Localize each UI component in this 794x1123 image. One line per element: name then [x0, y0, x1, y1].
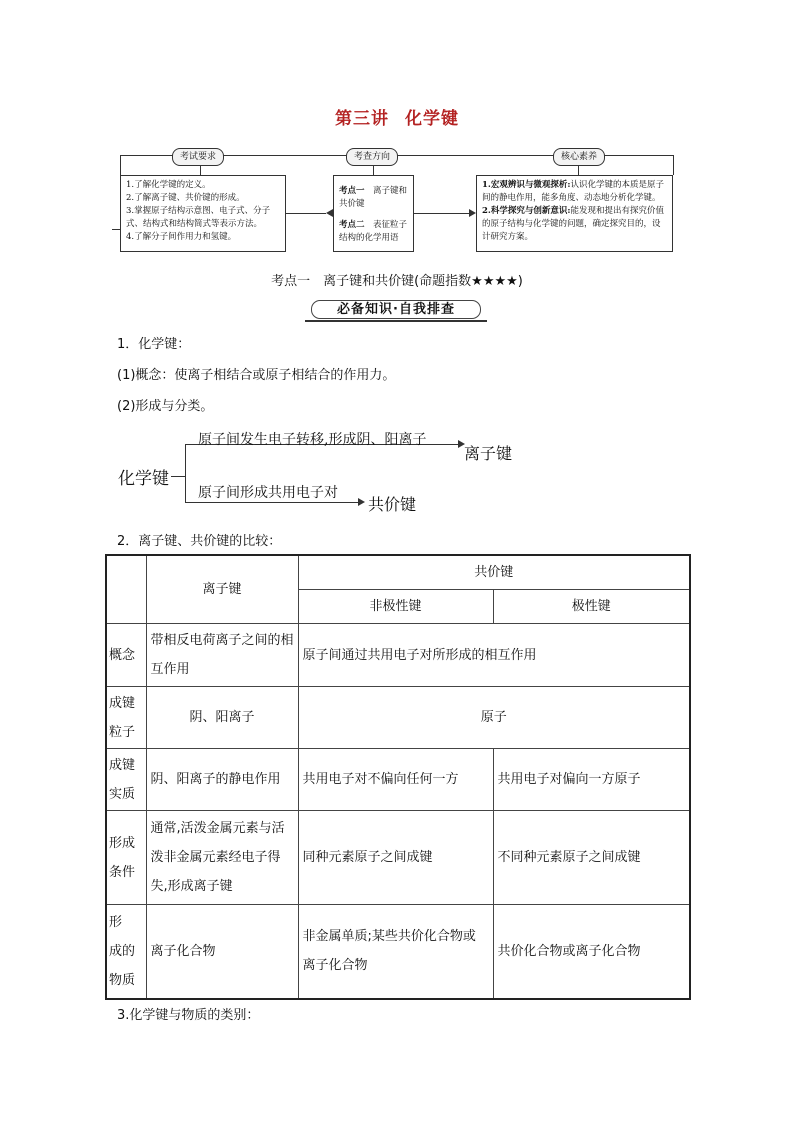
row-label: 概念 — [106, 624, 146, 687]
direction-item1-label: 考点一 — [339, 186, 365, 196]
heading-chemical-bond: 1．化学键： — [117, 337, 191, 352]
literacy-item2-text: 能发现和提出有探究价值的原子结构与化学键的问题，确定探究目的，设计研究方案。 — [482, 206, 665, 242]
header-polar: 极性键 — [493, 590, 690, 624]
table-row — [106, 687, 690, 749]
cell-ionic: 离子化合物 — [146, 905, 298, 999]
cell-polar: 不同种元素原子之间成键 — [493, 811, 690, 905]
ionic-bond-result: 离子键 — [464, 444, 513, 463]
row-label: 形成条件 — [106, 811, 146, 905]
cell-ionic: 通常,活泼金属元素与活泼非金属元素经电子得失,形成离子键 — [146, 811, 298, 905]
cell-polar: 共用电子对偏向一方原子 — [493, 749, 690, 811]
literacy-box — [476, 175, 673, 252]
tag-requirements: 考试要求 — [172, 148, 224, 166]
section-banner — [305, 300, 487, 322]
tag-direction: 考查方向 — [346, 148, 398, 166]
table-row — [106, 624, 690, 687]
comparison-heading: 2．离子键、共价键的比较： — [117, 534, 282, 549]
banner-label: 必备知识·自我排查 — [311, 300, 481, 319]
table-row — [106, 811, 690, 905]
root-label: 化学键 — [118, 469, 169, 489]
title-part-2: 化学键 — [405, 109, 459, 129]
cell-ionic: 阴、阳离子 — [146, 687, 298, 749]
direction-item1-text: 离子键和共价键 — [339, 186, 408, 209]
requirement-item: 1.了解化学键的定义。 — [126, 180, 211, 190]
literacy-item2-label: 2.科学探究与创新意识: — [482, 206, 571, 216]
cell-nonpolar: 共用电子对不偏向任何一方 — [298, 749, 493, 811]
header-ionic: 离子键 — [146, 555, 298, 624]
requirement-item: 2.了解离子键、共价键的形成。 — [126, 193, 245, 203]
cell-covalent-merged: 原子间通过共用电子对所形成的相互作用 — [298, 624, 690, 687]
direction-item2-label: 考点二 — [339, 220, 365, 230]
covalent-formation-label: 原子间形成共用电子对 — [198, 485, 338, 501]
direction-box — [333, 175, 414, 252]
literacy-item1-label: 1.宏观辨识与微观探析: — [482, 180, 571, 190]
section-heading: 考点一 离子键和共价键(命题指数★★★★) — [271, 274, 523, 289]
covalent-bond-result: 共价键 — [368, 495, 417, 514]
cell-ionic: 带相反电荷离子之间的相互作用 — [146, 624, 298, 687]
header-nonpolar: 非极性键 — [298, 590, 493, 624]
row-label: 成键粒子 — [106, 687, 146, 749]
ionic-formation-label: 原子间发生电子转移,形成阴、阳离子 — [198, 432, 427, 448]
requirements-box — [120, 175, 286, 252]
requirement-item: 4.了解分子间作用力和氢键。 — [126, 232, 237, 242]
substance-category-heading: 3.化学键与物质的类别： — [117, 1008, 260, 1023]
cell-nonpolar: 同种元素原子之间成键 — [298, 811, 493, 905]
tag-literacy: 核心素养 — [553, 148, 605, 166]
cell-covalent-merged: 原子 — [298, 687, 690, 749]
classification-diagram — [110, 420, 530, 520]
cell-ionic: 阴、阳离子的静电作用 — [146, 749, 298, 811]
table-corner-cell — [106, 555, 146, 624]
comparison-table — [105, 554, 691, 1000]
cell-nonpolar: 非金属单质;某些共价化合物或离子化合物 — [298, 905, 493, 999]
row-label: 形 成的物质 — [106, 905, 146, 999]
header-covalent: 共价键 — [298, 555, 690, 590]
classification-heading: (2)形成与分类。 — [117, 399, 214, 414]
table-row — [106, 749, 690, 811]
table-row — [106, 905, 690, 999]
overview-diagram — [0, 0, 794, 260]
title-part-1: 第三讲 — [335, 109, 389, 129]
row-label: 成键实质 — [106, 749, 146, 811]
literacy-item1-text: 认识化学键的本质是原子间的静电作用，能多角度、动态地分析化学键。 — [482, 180, 665, 203]
direction-item2-text: 表征粒子结构的化学用语 — [339, 220, 408, 243]
concept-text: (1)概念：使离子相结合或原子相结合的作用力。 — [117, 368, 396, 383]
requirement-item: 3.掌握原子结构示意图、电子式、分子式、结构式和结构简式等表示方法。 — [126, 206, 271, 229]
cell-polar: 共价化合物或离子化合物 — [493, 905, 690, 999]
